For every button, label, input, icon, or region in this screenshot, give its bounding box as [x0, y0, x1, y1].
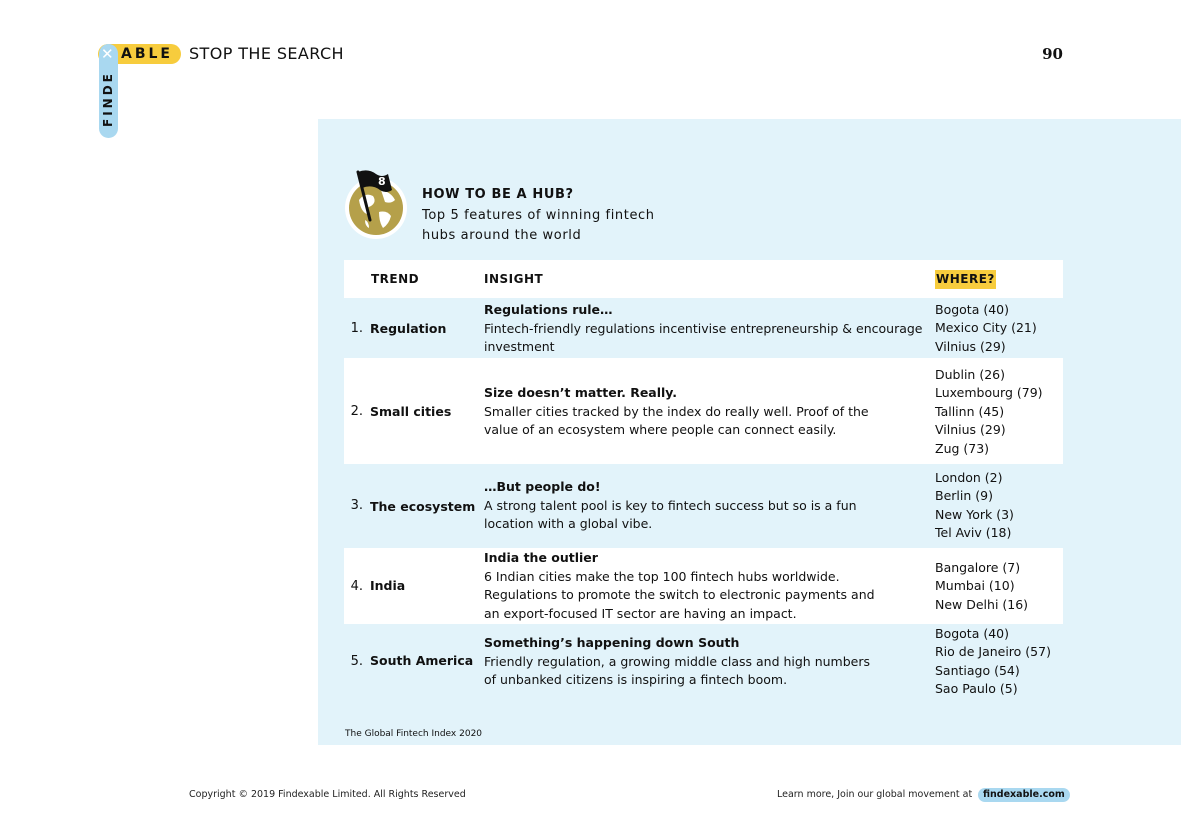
- logo-text-able: ABLE: [121, 46, 173, 62]
- place: Mexico City (21): [935, 320, 1037, 336]
- insight-heading: Something’s happening down South: [484, 635, 740, 650]
- source-note: The Global Fintech Index 2020: [345, 729, 483, 739]
- row-insight: [484, 301, 924, 357]
- row-places: [935, 559, 1060, 614]
- website-link[interactable]: findexable.com: [978, 788, 1070, 802]
- insight-body: A strong talent pool is key to fintech success but so is a fun location with a global vibe.: [484, 497, 857, 531]
- col-header-where: WHERE?: [935, 270, 996, 289]
- insight-heading: …But people do!: [484, 479, 601, 494]
- place: Zug (73): [935, 440, 990, 456]
- row-insight: [484, 384, 879, 440]
- col-header-trend: TREND: [371, 272, 420, 286]
- place: London (2): [935, 470, 1003, 485]
- footer-cta-text: Learn more, Join our global movement at: [777, 789, 973, 800]
- insight-heading: India the outlier: [484, 550, 598, 565]
- place: Vilnius (29): [935, 338, 1006, 354]
- insight-body: Smaller cities tracked by the index do really well. Proof of the value of an ecosystem where people can connect easily.: [484, 403, 869, 437]
- place: New Delhi (16): [935, 596, 1029, 612]
- place: Bogota (40): [935, 302, 1009, 317]
- logo-x-mark: ✕: [101, 45, 114, 63]
- row-trend: Small cities: [370, 404, 452, 419]
- row-trend: South America: [370, 653, 474, 668]
- place: Vilnius (29): [935, 422, 1006, 438]
- header-title: STOP THE SEARCH: [189, 44, 344, 63]
- row-places: [935, 301, 1060, 356]
- place: New York (3): [935, 506, 1014, 522]
- col-header-insight: INSIGHT: [484, 272, 544, 286]
- row-insight: [484, 478, 869, 534]
- logo-text-finde: FINDE: [101, 71, 115, 127]
- place: Berlin (9): [935, 488, 993, 504]
- insight-body: Friendly regulation, a growing middle class and high numbers of unbanked citizens is inspiring a fintech boom.: [484, 653, 870, 687]
- row-number: 1.: [350, 321, 363, 336]
- section-title: HOW TO BE A HUB?: [422, 187, 574, 202]
- insight-heading: Regulations rule…: [484, 302, 613, 317]
- insight-body: 6 Indian cities make the top 100 fintech hubs worldwide. Regulations to promote the switch to electronic payments and an export-focused IT sector are having an impact.: [484, 568, 875, 621]
- place: Dublin (26): [935, 367, 1005, 382]
- row-number: 4.: [350, 579, 363, 594]
- row-places: [935, 625, 1060, 699]
- row-insight: [484, 549, 882, 623]
- place: Bangalore (7): [935, 560, 1021, 575]
- place: Bogota (40): [935, 626, 1009, 641]
- section-subtitle: Top 5 features of winning fintech hubs around the world: [422, 208, 655, 243]
- row-trend: India: [370, 578, 406, 593]
- place: Santiago (54): [935, 662, 1020, 678]
- place: Luxembourg (79): [935, 385, 1043, 401]
- row-insight: [484, 634, 876, 690]
- page-number: 90: [1042, 45, 1063, 63]
- row-places: [935, 366, 1060, 458]
- row-number: 3.: [350, 498, 363, 513]
- copyright-text: Copyright © 2019 Findexable Limited. All Rights Reserved: [189, 789, 466, 800]
- place: Sao Paulo (5): [935, 681, 1018, 697]
- globe-flag-icon: [345, 168, 409, 242]
- insight-body: Fintech-friendly regulations incentivise entrepreneurship & encourage investment: [484, 320, 923, 354]
- row-trend: Regulation: [370, 321, 447, 336]
- row-number: 2.: [350, 404, 363, 419]
- place: Tallinn (45): [935, 403, 1005, 419]
- row-number: 5.: [350, 654, 363, 669]
- insight-heading: Size doesn’t matter. Really.: [484, 385, 678, 400]
- place: Tel Aviv (18): [935, 525, 1012, 541]
- badge-number: 8: [378, 175, 386, 188]
- place: Rio de Janeiro (57): [935, 644, 1051, 660]
- place: Mumbai (10): [935, 578, 1015, 594]
- row-trend: The ecosystem: [370, 499, 476, 514]
- row-places: [935, 469, 1060, 543]
